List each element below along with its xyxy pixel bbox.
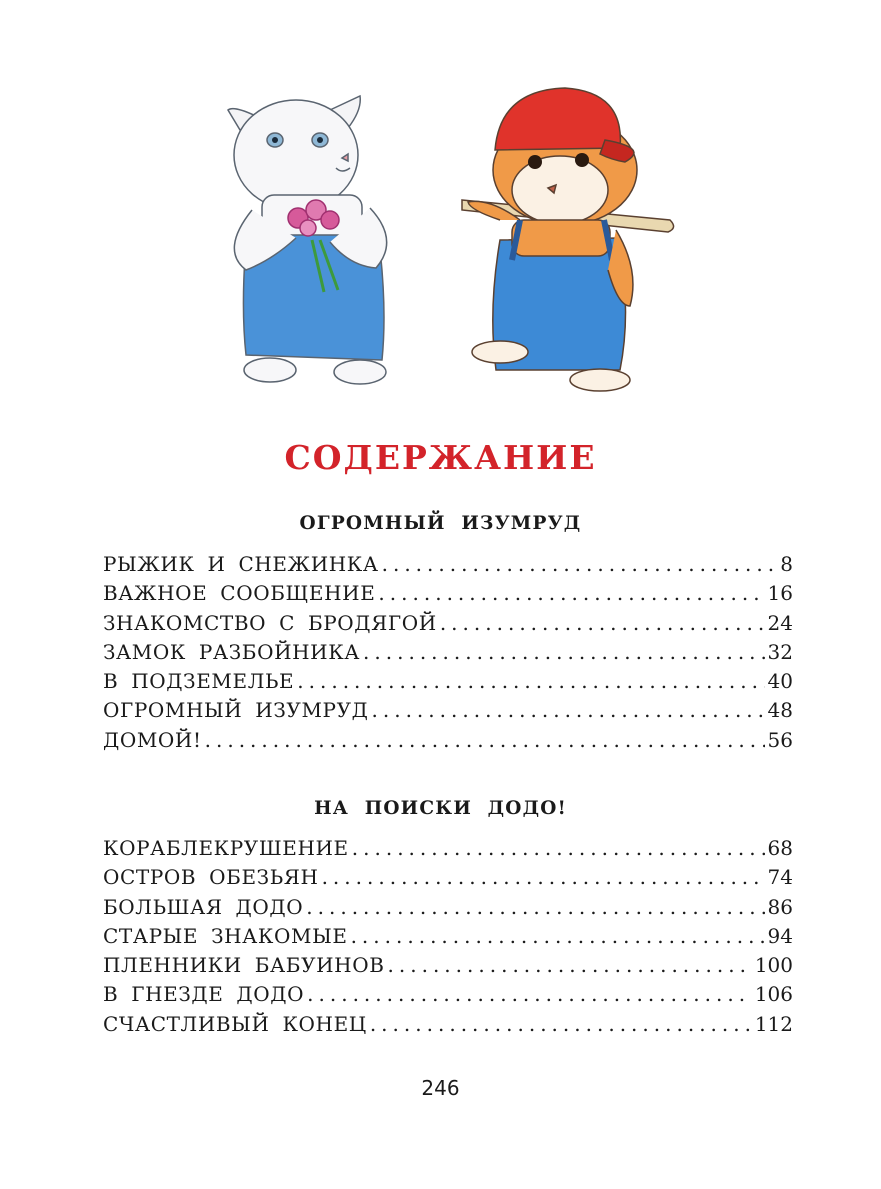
dot-leader — [382, 552, 778, 576]
toc-entry-label: В ПОДЗЕМЕЛЬЕ — [103, 669, 295, 694]
toc-entry-label: ПЛЕННИКИ БАБУИНОВ — [103, 953, 385, 978]
toc-entry-page: 8 — [780, 552, 793, 576]
section-title: ОГРОМНЫЙ ИЗУМРУД — [299, 513, 582, 534]
toc-entry-label: РЫЖИК И СНЕЖИНКА — [103, 552, 379, 576]
dot-leader — [363, 640, 765, 664]
characters-illustration — [200, 70, 680, 400]
toc-entry-page: 94 — [767, 923, 793, 948]
toc-entry-label: ВАЖНОЕ СООБЩЕНИЕ — [103, 581, 376, 606]
toc-entry-page: 24 — [767, 610, 793, 635]
toc-list — [103, 836, 793, 1041]
toc-entry-label: ОГРОМНЫЙ ИЗУМРУД — [103, 698, 369, 723]
dot-leader — [378, 581, 764, 605]
toc-entry-label: ДОМОЙ! — [103, 727, 202, 752]
toc-entry[interactable] — [103, 669, 793, 698]
toc-entry-page: 32 — [767, 639, 793, 664]
dot-leader — [307, 982, 752, 1006]
toc-entry[interactable] — [103, 953, 793, 982]
toc-entry[interactable] — [103, 640, 793, 669]
toc-entry-label: ОСТРОВ ОБЕЗЬЯН — [103, 865, 319, 890]
toc-entry[interactable] — [103, 698, 793, 727]
dot-leader — [205, 728, 765, 752]
toc-entry-page: 106 — [754, 982, 793, 1007]
toc-entry[interactable] — [103, 552, 793, 581]
toc-entry-label: ЗНАКОМСТВО С БРОДЯГОЙ — [103, 610, 437, 635]
toc-entry-page: 74 — [767, 865, 793, 890]
dot-leader — [372, 698, 765, 722]
toc-entry-page: 56 — [767, 727, 793, 752]
toc-entry[interactable] — [103, 865, 793, 894]
dot-leader — [388, 953, 752, 977]
dot-leader — [440, 611, 765, 635]
toc-entry-label: В ГНЕЗДЕ ДОДО — [103, 982, 305, 1007]
toc-entry[interactable] — [103, 924, 793, 953]
toc-entry-page: 86 — [767, 894, 793, 919]
toc-entry[interactable] — [103, 611, 793, 640]
white-cat-character — [228, 96, 387, 384]
dot-leader — [351, 924, 765, 948]
dot-leader — [352, 836, 765, 860]
toc-entry[interactable] — [103, 728, 793, 757]
toc-entry[interactable] — [103, 982, 793, 1011]
toc-entry-label: КОРАБЛЕКРУШЕНИЕ — [103, 836, 349, 860]
toc-entry-page: 100 — [754, 953, 793, 978]
toc-entry[interactable] — [103, 1012, 793, 1041]
page-number: 246 — [421, 1076, 460, 1100]
toc-entry-label: СЧАСТЛИВЫЙ КОНЕЦ — [103, 1011, 367, 1036]
toc-entry-page: 48 — [767, 698, 793, 723]
dot-leader — [322, 865, 765, 889]
toc-entry[interactable] — [103, 581, 793, 610]
ginger-hamster-character — [462, 88, 674, 391]
toc-entry-page: 68 — [767, 836, 793, 860]
toc-entry-page: 16 — [767, 581, 793, 606]
dot-leader — [297, 669, 764, 693]
toc-entry-label: ЗАМОК РАЗБОЙНИКА — [103, 639, 361, 664]
contents-title: СОДЕРЖАНИЕ — [284, 438, 597, 477]
toc-list — [103, 552, 793, 757]
toc-entry-page: 112 — [754, 1011, 793, 1036]
dot-leader — [306, 895, 764, 919]
toc-entry-label: СТАРЫЕ ЗНАКОМЫЕ — [103, 923, 348, 948]
toc-entry-label: БОЛЬШАЯ ДОДО — [103, 894, 304, 919]
toc-entry-page: 40 — [767, 669, 793, 694]
toc-entry[interactable] — [103, 836, 793, 865]
section-title: НА ПОИСКИ ДОДО! — [314, 798, 567, 819]
dot-leader — [370, 1012, 752, 1036]
toc-entry[interactable] — [103, 895, 793, 924]
